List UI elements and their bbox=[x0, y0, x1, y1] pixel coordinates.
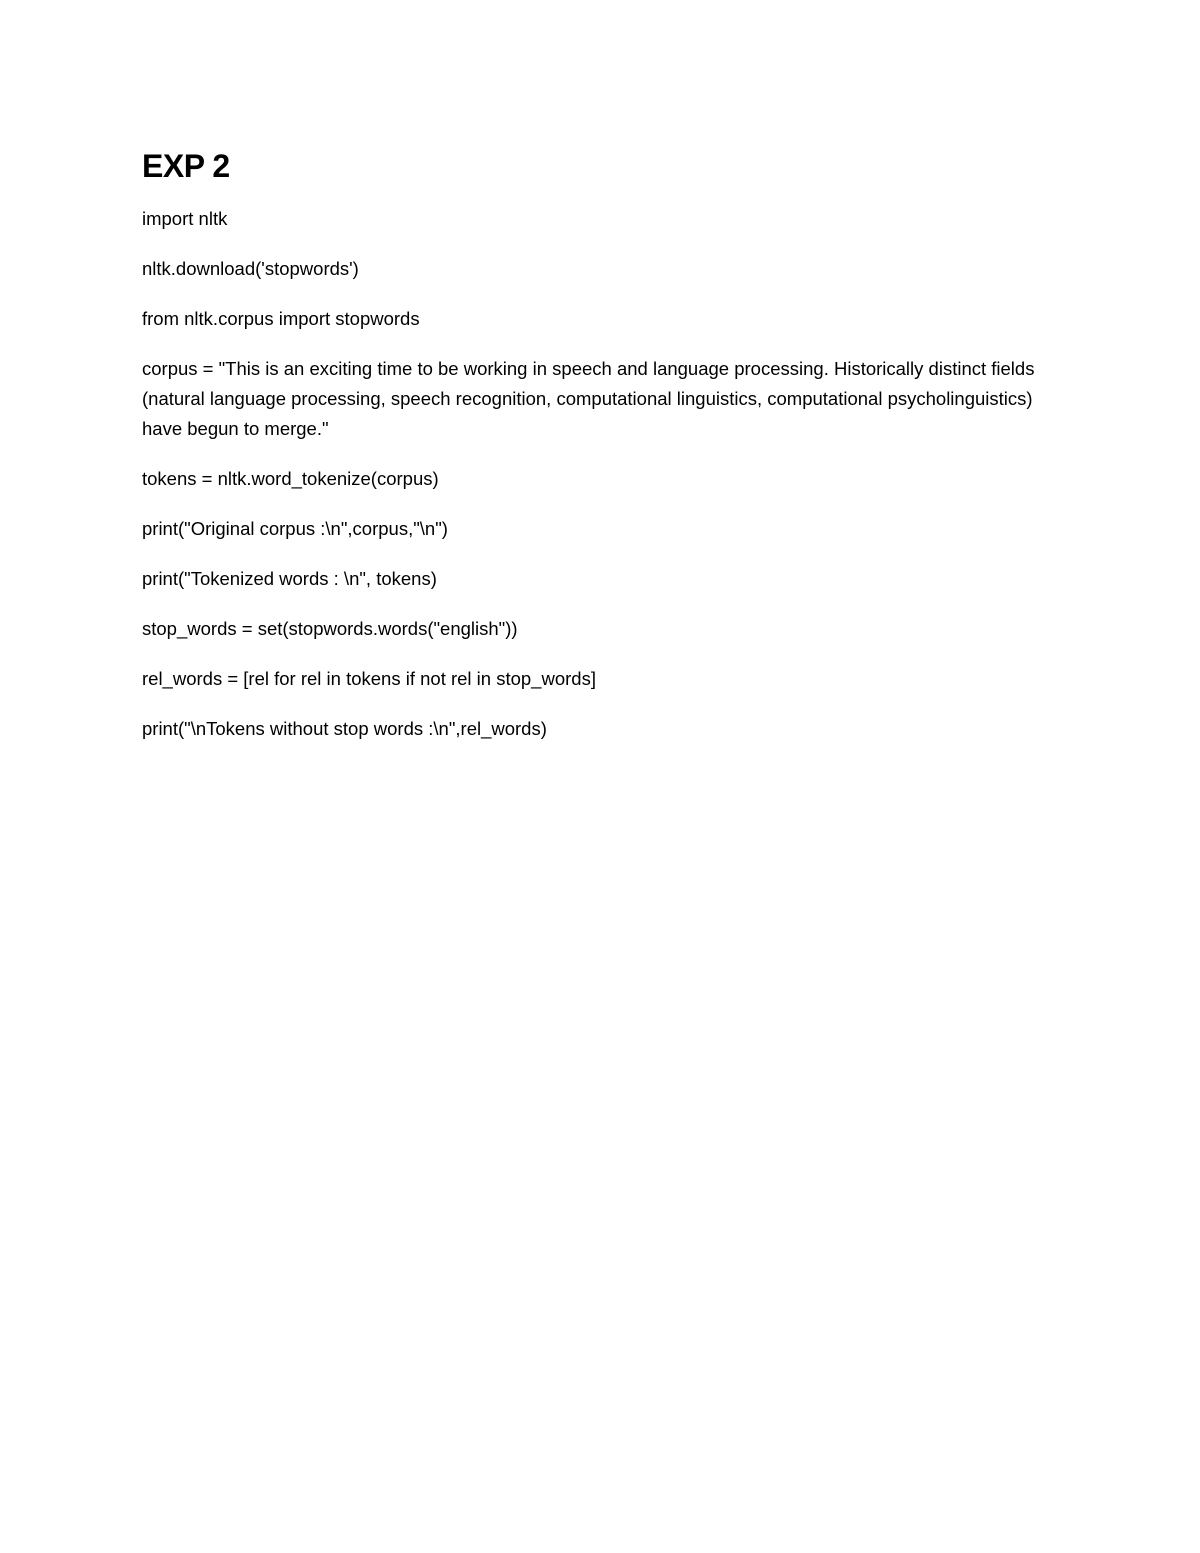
code-line-download: nltk.download('stopwords') bbox=[142, 258, 359, 279]
document-title: EXP 2 bbox=[142, 148, 230, 184]
code-line-import-nltk: import nltk bbox=[142, 208, 228, 229]
code-line-stop-words: stop_words = set(stopwords.words("english")) bbox=[142, 618, 518, 639]
code-line-import-stopwords: from nltk.corpus import stopwords bbox=[142, 308, 420, 329]
code-line-print-tokenized: print("Tokenized words : \n", tokens) bbox=[142, 568, 437, 589]
code-line-rel-words: rel_words = [rel for rel in tokens if not rel in stop_words] bbox=[142, 668, 596, 689]
code-line-print-original: print("Original corpus :\n",corpus,"\n") bbox=[142, 518, 448, 539]
code-line-print-without-stopwords: print("\nTokens without stop words :\n",rel_words) bbox=[142, 718, 547, 739]
code-line-corpus: corpus = "This is an exciting time to be working in speech and language processing. Historically distinct fields (natural language processing, speech recognition, computational linguistics, computational psycholinguistics) have begun to merge." bbox=[142, 358, 1040, 439]
document-content bbox=[142, 146, 1062, 764]
code-line-tokens: tokens = nltk.word_tokenize(corpus) bbox=[142, 468, 439, 489]
